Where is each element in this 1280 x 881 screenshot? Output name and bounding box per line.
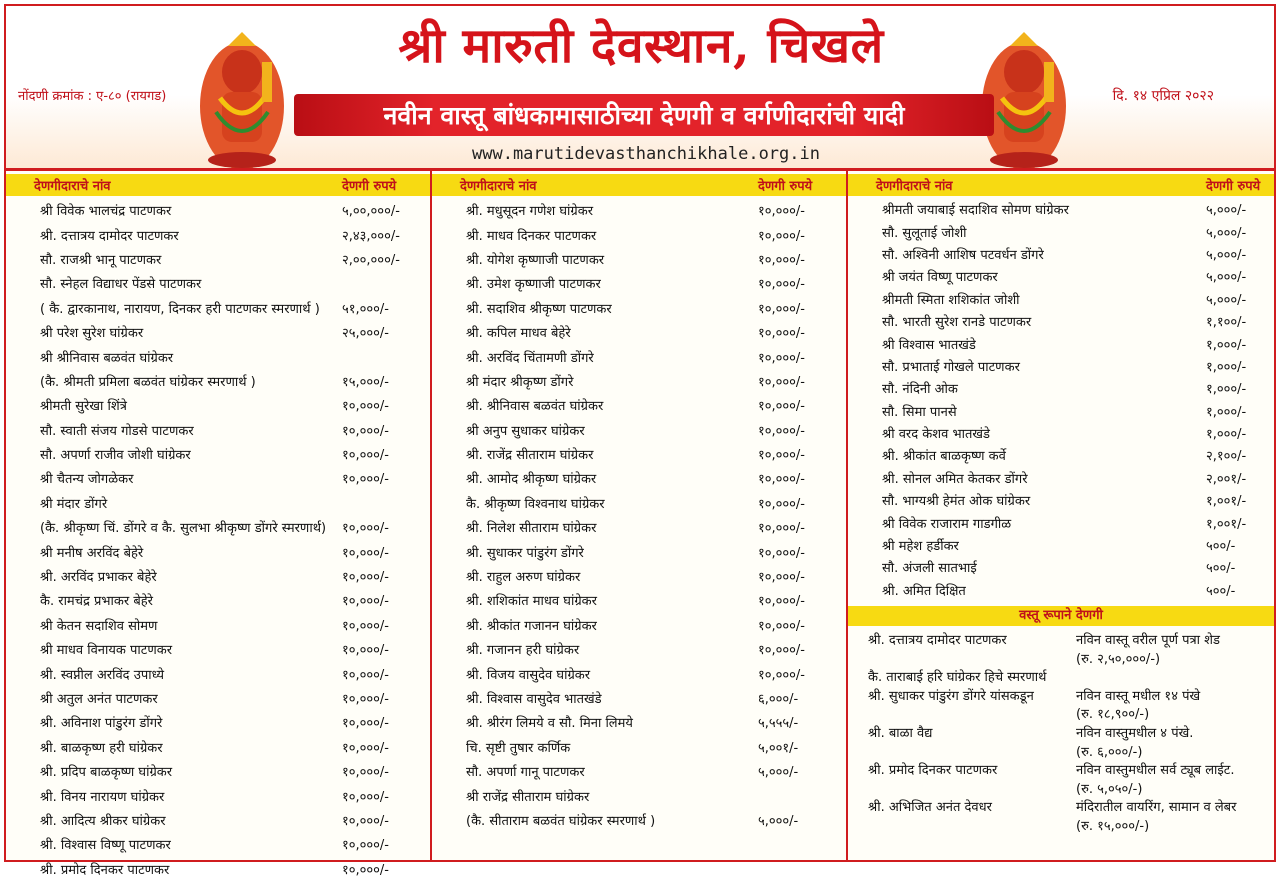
donation-amount: १,०००/- bbox=[1206, 359, 1247, 375]
donor-column-2 bbox=[432, 174, 846, 860]
donation-amount: १०,०००/- bbox=[342, 545, 390, 561]
donor-name: कै. रामचंद्र प्रभाकर बेहेरे bbox=[40, 594, 153, 610]
donation-amount: १०,०००/- bbox=[758, 570, 806, 586]
in-kind-donor bbox=[868, 704, 1076, 723]
in-kind-donor: कै. ताराबाई हरि घांग्रेकर हिचे स्मरणार्थ bbox=[868, 670, 1047, 686]
donation-amount: १०,०००/- bbox=[342, 643, 390, 659]
donor-name: सौ. अंजली सातभाई bbox=[882, 561, 977, 577]
donor-name: श्री केतन सदाशिव सोमण bbox=[40, 618, 158, 634]
table-row bbox=[6, 832, 430, 856]
table-row bbox=[432, 515, 846, 539]
table-row bbox=[432, 588, 846, 612]
donor-name: श्री. स्वप्नील अरविंद उपाध्ये bbox=[40, 667, 165, 683]
table-row bbox=[432, 783, 846, 807]
donation-amount: ५१,०००/- bbox=[342, 301, 390, 317]
table-row bbox=[848, 310, 1274, 332]
table-row bbox=[848, 511, 1274, 533]
table-row bbox=[6, 857, 430, 881]
donation-amount: १०,०००/- bbox=[342, 667, 390, 683]
header-divider bbox=[6, 168, 1274, 171]
donor-name: श्री. श्रीकांत बाळकृष्ण कर्वे bbox=[882, 449, 1006, 465]
table-row bbox=[6, 783, 430, 807]
donor-name: श्री मनीष अरविंद बेहेरे bbox=[40, 545, 144, 561]
donor-name: श्री. सदाशिव श्रीकृष्ण पाटणकर bbox=[466, 301, 612, 317]
table-row bbox=[432, 491, 846, 515]
donor-name: श्री. आमोद श्रीकृष्ण घांग्रेकर bbox=[466, 472, 597, 488]
header-name: देणगीदाराचे नांव bbox=[34, 179, 111, 194]
table-row bbox=[432, 222, 846, 246]
donor-name: सौ. अश्विनी आशिष पटवर्धन डोंगरे bbox=[882, 247, 1044, 263]
donor-name: श्री. बाळकृष्ण हरी घांग्रेकर bbox=[40, 740, 163, 756]
table-row bbox=[6, 491, 430, 515]
in-kind-donor: श्री. प्रमोद दिनकर पाटणकर bbox=[868, 763, 998, 779]
in-kind-row bbox=[848, 816, 1274, 835]
donor-name: श्री. आदित्य श्रीकर घांग्रेकर bbox=[40, 813, 166, 829]
donor-name: श्री श्रीनिवास बळवंत घांग्रेकर bbox=[40, 350, 174, 366]
donor-column-1 bbox=[6, 174, 430, 878]
donation-amount: ५,०००/- bbox=[1206, 247, 1247, 263]
donor-name: सौ. सिमा पानसे bbox=[882, 404, 957, 420]
donation-amount: १०,०००/- bbox=[342, 740, 390, 756]
donation-amount: ५,०००/- bbox=[1206, 225, 1247, 241]
in-kind-description: नविन वास्तू वरील पूर्ण पत्रा शेड bbox=[1076, 633, 1220, 649]
date: दि. १४ एप्रिल २०२२ bbox=[1112, 88, 1214, 104]
table-row bbox=[432, 296, 846, 320]
donor-name: सौ. नंदिनी ओक bbox=[882, 382, 958, 398]
donation-amount: ५००/- bbox=[1206, 583, 1236, 599]
donor-name: श्री. योगेश कृष्णाजी पाटणकर bbox=[466, 252, 605, 268]
table-row bbox=[848, 489, 1274, 511]
donor-name: श्री परेश सुरेश घांग्रेकर bbox=[40, 326, 144, 342]
donation-amount: १०,०००/- bbox=[758, 667, 806, 683]
header-name: देणगीदाराचे नांव bbox=[460, 179, 537, 194]
table-row bbox=[6, 515, 430, 539]
donor-name: श्री. माधव दिनकर पाटणकर bbox=[466, 228, 597, 244]
table-row bbox=[6, 466, 430, 490]
donation-amount: १०,०००/- bbox=[758, 252, 806, 268]
donor-name: श्री. विश्वास विष्णू पाटणकर bbox=[40, 838, 171, 854]
in-kind-description: (रु. १८,९००/-) bbox=[1076, 707, 1150, 723]
table-row bbox=[848, 288, 1274, 310]
donation-amount: ५,०००/- bbox=[758, 765, 799, 781]
donation-amount: १०,०००/- bbox=[758, 545, 806, 561]
in-kind-donor bbox=[868, 816, 1076, 835]
table-row bbox=[6, 686, 430, 710]
donor-name: श्री. सोनल अमित केतकर डोंगरे bbox=[882, 471, 1028, 487]
in-kind-description: नविन वास्तुमधील सर्व ट्यूब लाईट. bbox=[1076, 763, 1235, 779]
table-row bbox=[6, 735, 430, 759]
donor-name: श्री. विश्वास वासुदेव भातखंडे bbox=[466, 692, 602, 707]
donation-amount: १०,०००/- bbox=[758, 204, 806, 220]
header-amount: देणगी रुपये bbox=[758, 179, 813, 194]
page-title: श्री मारुती देवस्थान, चिखले bbox=[398, 18, 884, 74]
in-kind-row bbox=[848, 649, 1274, 668]
donation-amount: १०,०००/- bbox=[758, 643, 806, 659]
donor-name: श्री. उमेश कृष्णाजी पाटणकर bbox=[466, 277, 601, 293]
donation-amount: ५,०००/- bbox=[758, 813, 799, 829]
donation-amount: १०,०००/- bbox=[342, 399, 390, 415]
in-kind-donor: श्री. अभिजित अनंत देवधर bbox=[868, 800, 992, 816]
donor-name: श्री महेश हर्डीकर bbox=[882, 539, 959, 555]
in-kind-row bbox=[848, 797, 1274, 816]
table-row bbox=[6, 808, 430, 832]
table-row bbox=[848, 243, 1274, 265]
donor-name: चि. सृष्टी तुषार कर्णिक bbox=[466, 740, 571, 756]
donor-name: श्री. शशिकांत माधव घांग्रेकर bbox=[466, 594, 597, 610]
donation-amount: १०,०००/- bbox=[342, 789, 390, 805]
donor-name: श्री. निलेश सीताराम घांग्रेकर bbox=[466, 521, 597, 537]
donor-name: सौ. अपर्णा गानू पाटणकर bbox=[466, 765, 585, 781]
donor-name: श्री. विनय नारायण घांग्रेकर bbox=[40, 789, 165, 805]
donation-amount: ५,५५५/- bbox=[758, 716, 799, 732]
donation-amount: १,०००/- bbox=[1206, 404, 1247, 420]
table-row bbox=[6, 344, 430, 368]
donation-amount: १,००१/- bbox=[1206, 516, 1247, 532]
donation-amount: २,४३,०००/- bbox=[342, 228, 400, 244]
donor-name: श्री. श्रीकांत गजानन घांग्रेकर bbox=[466, 618, 597, 634]
donation-amount: १०,०००/- bbox=[342, 594, 390, 610]
table-row bbox=[432, 710, 846, 734]
donation-amount: १०,०००/- bbox=[758, 618, 806, 634]
donation-amount: १०,०००/- bbox=[342, 570, 390, 586]
donor-rows bbox=[432, 196, 846, 832]
table-row bbox=[6, 369, 430, 393]
donation-amount: ५००/- bbox=[1206, 539, 1236, 555]
table-row bbox=[432, 686, 846, 710]
header bbox=[6, 6, 1274, 168]
donor-rows bbox=[848, 196, 1274, 601]
table-row bbox=[848, 444, 1274, 466]
donor-name: श्रीमती जयाबाई सदाशिव सोमण घांग्रेकर bbox=[882, 203, 1069, 219]
table-row bbox=[848, 198, 1274, 220]
donation-amount: ५,०००/- bbox=[1206, 203, 1247, 219]
donation-amount: १०,०००/- bbox=[342, 716, 390, 732]
subtitle: नवीन वास्तू बांधकामासाठीच्या देणगी व वर्गणीदारांची यादी bbox=[383, 101, 905, 130]
donor-name: (कै. सीताराम बळवंत घांग्रेकर स्मरणार्थ ) bbox=[466, 813, 656, 829]
donor-name: श्री. मधुसूदन गणेश घांग्रेकर bbox=[466, 204, 594, 220]
in-kind-description: (रु. ५,०५०/-) bbox=[1076, 781, 1143, 797]
table-row bbox=[6, 588, 430, 612]
donor-name: श्री माधव विनायक पाटणकर bbox=[40, 643, 173, 659]
table-row bbox=[432, 198, 846, 222]
table-row bbox=[848, 534, 1274, 556]
table-row bbox=[848, 265, 1274, 287]
donor-name: श्री मंदार श्रीकृष्ण डोंगरे bbox=[466, 374, 574, 390]
donation-amount: १,१००/- bbox=[1206, 315, 1247, 331]
donor-name: सौ. स्वाती संजय गोडसे पाटणकर bbox=[40, 423, 194, 439]
table-row bbox=[432, 661, 846, 685]
donor-name: सौ. अपर्णा राजीव जोशी घांग्रेकर bbox=[40, 448, 191, 464]
table-row bbox=[432, 393, 846, 417]
donor-name: (कै. श्रीकृष्ण चिं. डोंगरे व कै. सुलभा श्रीकृष्ण डोंगरे स्मरणार्थ) bbox=[40, 521, 327, 537]
donor-name: श्री चैतन्य जोगळेकर bbox=[40, 472, 134, 488]
column-header bbox=[848, 174, 1274, 196]
donation-amount: १०,०००/- bbox=[342, 521, 390, 537]
in-kind-row bbox=[848, 779, 1274, 798]
donation-amount: २५,०००/- bbox=[342, 326, 390, 342]
table-row bbox=[6, 613, 430, 637]
donation-amount: १०,०००/- bbox=[342, 765, 390, 781]
in-kind-description: नविन वास्तू मधील १४ पंखे bbox=[1076, 688, 1201, 704]
donation-amount: ६,०००/- bbox=[758, 692, 799, 707]
donation-amount: १,०००/- bbox=[1206, 427, 1247, 443]
donation-amount: ५,०००/- bbox=[1206, 292, 1247, 308]
in-kind-row bbox=[848, 742, 1274, 761]
donation-amount: १०,०००/- bbox=[342, 692, 390, 707]
donation-amount: २,१००/- bbox=[1206, 449, 1247, 465]
table-row bbox=[432, 539, 846, 563]
header-name: देणगीदाराचे नांव bbox=[876, 179, 953, 194]
table-row bbox=[6, 198, 430, 222]
website-link[interactable]: www.marutidevasthanchikhale.org.in bbox=[472, 144, 820, 164]
table-row bbox=[432, 247, 846, 271]
donation-amount: १,००१/- bbox=[1206, 494, 1247, 510]
table-row bbox=[432, 637, 846, 661]
in-kind-donor: श्री. बाळा वैद्य bbox=[868, 726, 933, 741]
donation-amount: १०,०००/- bbox=[342, 448, 390, 464]
donor-name: कै. श्रीकृष्ण विश्वनाथ घांग्रेकर bbox=[466, 496, 605, 512]
donation-amount: १५,०००/- bbox=[342, 374, 390, 390]
in-kind-description bbox=[1076, 667, 1274, 686]
donation-amount: २,००१/- bbox=[1206, 471, 1247, 487]
donor-rows bbox=[6, 196, 430, 881]
donor-name: श्री. अरविंद प्रभाकर बेहेरे bbox=[40, 570, 157, 586]
in-kind-donor: श्री. सुधाकर पांडुरंग डोंगरे यांसकडून bbox=[868, 688, 1034, 704]
table-row bbox=[848, 377, 1274, 399]
table-row bbox=[6, 271, 430, 295]
table-row bbox=[6, 564, 430, 588]
donor-name: सौ. स्नेहल विद्याधर पेंडसे पाटणकर bbox=[40, 277, 202, 293]
table-row bbox=[848, 422, 1274, 444]
donation-amount: १०,०००/- bbox=[758, 326, 806, 342]
table-row bbox=[6, 637, 430, 661]
donor-name: श्री राजेंद्र सीताराम घांग्रेकर bbox=[466, 789, 590, 805]
in-kind-donor bbox=[868, 649, 1076, 668]
table-row bbox=[432, 271, 846, 295]
table-row bbox=[6, 222, 430, 246]
donation-amount: १०,०००/- bbox=[758, 496, 806, 512]
in-kind-row bbox=[848, 760, 1274, 779]
table-row bbox=[6, 710, 430, 734]
donation-amount: १०,०००/- bbox=[758, 301, 806, 317]
donor-name: श्री. राजेंद्र सीताराम घांग्रेकर bbox=[466, 448, 594, 464]
in-kind-description: (रु. २,५०,०००/-) bbox=[1076, 651, 1161, 667]
in-kind-description: (रु. १५,०००/-) bbox=[1076, 818, 1150, 834]
table-row bbox=[432, 759, 846, 783]
donation-amount: १०,०००/- bbox=[342, 472, 390, 488]
donor-name: श्री अतुल अनंत पाटणकर bbox=[40, 692, 158, 707]
donor-name: श्री मंदार डोंगरे bbox=[40, 496, 108, 512]
table-row bbox=[432, 735, 846, 759]
donor-name: सौ. प्रभाताई गोखले पाटणकर bbox=[882, 359, 1020, 375]
in-kind-heading: वस्तू रूपाने देणगी bbox=[848, 606, 1274, 626]
donor-name: ( कै. द्वारकानाथ, नारायण, दिनकर हरी पाटणकर स्मरणार्थ ) bbox=[40, 301, 320, 317]
donation-amount: १०,०००/- bbox=[758, 448, 806, 464]
donor-column-3 bbox=[848, 174, 1274, 860]
donor-name: श्री. श्रीनिवास बळवंत घांग्रेकर bbox=[466, 399, 604, 415]
donor-name: श्री. सुधाकर पांडुरंग डोंगरे bbox=[466, 545, 584, 561]
table-row bbox=[6, 539, 430, 563]
registration-number: नोंदणी क्रमांक : ए-८० (रायगड) bbox=[18, 89, 167, 104]
donation-amount: २,००,०००/- bbox=[342, 252, 400, 268]
donor-name: श्री अनुप सुधाकर घांग्रेकर bbox=[466, 423, 585, 439]
donation-amount: १०,०००/- bbox=[342, 618, 390, 634]
in-kind-row bbox=[848, 686, 1274, 705]
table-row bbox=[6, 418, 430, 442]
table-row bbox=[6, 296, 430, 320]
donation-amount: १०,०००/- bbox=[758, 374, 806, 390]
donation-amount: १,०००/- bbox=[1206, 337, 1247, 353]
in-kind-donor bbox=[868, 779, 1076, 798]
donation-amount: १०,०००/- bbox=[342, 813, 390, 829]
table-row bbox=[6, 759, 430, 783]
donation-amount: ५००/- bbox=[1206, 561, 1236, 577]
in-kind-row bbox=[848, 704, 1274, 723]
in-kind-donor: श्री. दत्तात्रय दामोदर पाटणकर bbox=[868, 633, 1007, 649]
table-row bbox=[848, 556, 1274, 578]
donation-amount: १,०००/- bbox=[1206, 382, 1247, 398]
donation-amount: ५,००१/- bbox=[758, 740, 799, 756]
donor-name: श्री विश्वास भातखंडे bbox=[882, 337, 976, 353]
donor-name: श्री. अमित दिक्षित bbox=[882, 583, 966, 599]
donation-amount: १०,०००/- bbox=[758, 594, 806, 610]
subtitle-banner bbox=[294, 94, 994, 136]
column-header bbox=[432, 174, 846, 196]
table-row bbox=[432, 369, 846, 393]
donor-name: श्री वरद केशव भातखंडे bbox=[882, 427, 990, 443]
in-kind-donor bbox=[868, 742, 1076, 761]
donation-amount: १०,०००/- bbox=[758, 423, 806, 439]
donation-amount: १०,०००/- bbox=[758, 472, 806, 488]
table-row bbox=[432, 320, 846, 344]
table-row bbox=[6, 320, 430, 344]
table-row bbox=[432, 344, 846, 368]
donation-amount: १०,०००/- bbox=[758, 399, 806, 415]
donor-name: श्री. राहुल अरुण घांग्रेकर bbox=[466, 570, 581, 586]
donor-name: श्री. कपिल माधव बेहेरे bbox=[466, 326, 571, 342]
donation-amount: १०,०००/- bbox=[758, 277, 806, 293]
table-row bbox=[432, 418, 846, 442]
table-row bbox=[432, 808, 846, 832]
donor-name: सौ. राजश्री भानू पाटणकर bbox=[40, 252, 162, 268]
donation-amount: १०,०००/- bbox=[758, 350, 806, 366]
in-kind-row bbox=[848, 667, 1274, 686]
in-kind-description: मंदिरातील वायरिंग, सामान व लेबर bbox=[1076, 800, 1237, 816]
donor-name: श्री जयंत विष्णू पाटणकर bbox=[882, 270, 998, 286]
header-amount: देणगी रुपये bbox=[1206, 179, 1261, 194]
donor-name: सौ. सुलूताई जोशी bbox=[882, 225, 967, 241]
donor-name: श्रीमती सुरेखा शिंत्रे bbox=[40, 399, 127, 415]
donor-name: श्री. प्रमोद दिनकर पाटणकर bbox=[40, 862, 170, 878]
table-row bbox=[6, 393, 430, 417]
in-kind-row bbox=[848, 630, 1274, 649]
donor-name: श्री. प्रदिप बाळकृष्ण घांग्रेकर bbox=[40, 765, 173, 781]
donor-name: श्री. दत्तात्रय दामोदर पाटणकर bbox=[40, 228, 179, 244]
table-row bbox=[432, 442, 846, 466]
table-row bbox=[432, 564, 846, 588]
donation-amount: ५,०००/- bbox=[1206, 270, 1247, 286]
in-kind-description: (रु. ६,०००/-) bbox=[1076, 744, 1143, 760]
table-row bbox=[848, 220, 1274, 242]
donor-name: (कै. श्रीमती प्रमिला बळवंत घांग्रेकर स्मरणार्थ ) bbox=[40, 374, 256, 390]
table-row bbox=[848, 579, 1274, 601]
in-kind-rows bbox=[848, 626, 1274, 835]
table-row bbox=[848, 400, 1274, 422]
donor-name: श्री. अरविंद चिंतामणी डोंगरे bbox=[466, 350, 594, 366]
column-header bbox=[6, 174, 430, 196]
donation-amount: १०,०००/- bbox=[342, 862, 390, 878]
in-kind-row bbox=[848, 723, 1274, 742]
donor-name: सौ. भाग्यश्री हेमंत ओक घांग्रेकर bbox=[882, 494, 1031, 510]
table-row bbox=[432, 613, 846, 637]
table-row bbox=[848, 467, 1274, 489]
table-row bbox=[848, 332, 1274, 354]
donation-amount: १०,०००/- bbox=[342, 423, 390, 439]
donor-name: श्री विवेक भालचंद्र पाटणकर bbox=[40, 204, 172, 220]
in-kind-description: नविन वास्तुमधील ४ पंखे. bbox=[1076, 726, 1194, 741]
donor-name: श्रीमती स्मिता शशिकांत जोशी bbox=[882, 292, 1020, 308]
table-row bbox=[6, 247, 430, 271]
donor-name: श्री. गजानन हरी घांग्रेकर bbox=[466, 643, 580, 659]
donation-amount: ५,००,०००/- bbox=[342, 204, 400, 220]
table-row bbox=[6, 442, 430, 466]
header-amount: देणगी रुपये bbox=[342, 179, 397, 194]
donation-amount: १०,०००/- bbox=[758, 521, 806, 537]
donation-amount: १०,०००/- bbox=[758, 228, 806, 244]
donor-list-poster bbox=[4, 4, 1276, 878]
donation-amount: १०,०००/- bbox=[342, 838, 390, 854]
donor-name: श्री. श्रीरंग लिमये व सौ. मिना लिमये bbox=[466, 716, 633, 732]
donor-name: सौ. भारती सुरेश रानडे पाटणकर bbox=[882, 315, 1032, 331]
donor-name: श्री. अविनाश पांडुरंग डोंगरे bbox=[40, 716, 163, 732]
donor-name: श्री विवेक राजाराम गाडगीळ bbox=[882, 516, 1012, 532]
table-row bbox=[6, 661, 430, 685]
table-row bbox=[432, 466, 846, 490]
table-row bbox=[848, 355, 1274, 377]
donor-name: श्री. विजय वासुदेव घांग्रेकर bbox=[466, 667, 591, 683]
